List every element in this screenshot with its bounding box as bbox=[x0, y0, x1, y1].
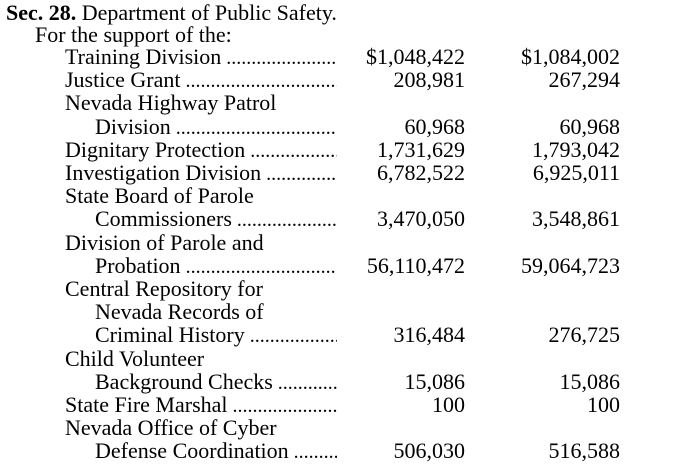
table-row bbox=[0, 277, 694, 301]
row-label: Background Checks ..... bbox=[95, 370, 337, 395]
row-label: Central Repository for bbox=[65, 277, 263, 301]
row-label: Investigation Division ..... bbox=[65, 161, 337, 186]
row-label: State Fire Marshal ..... bbox=[65, 393, 337, 418]
row-label: Training Division ..... bbox=[65, 45, 337, 70]
row-label: Division ..... bbox=[95, 115, 337, 140]
row-label: Division of Parole and bbox=[65, 230, 264, 255]
row-value-first-year: 316,484 bbox=[393, 322, 465, 348]
section-title: Department of Public Safety. bbox=[81, 0, 337, 25]
row-value-first-year: $1,048,422 bbox=[366, 44, 465, 69]
row-label: Criminal History ..... bbox=[95, 323, 337, 348]
table-row bbox=[0, 138, 694, 162]
row-value-first-year: 6,782,522 bbox=[377, 160, 465, 185]
row-value-second-year: $1,084,002 bbox=[521, 44, 620, 69]
row-value-first-year: 506,030 bbox=[393, 438, 465, 464]
row-value-second-year: 6,925,011 bbox=[532, 160, 620, 185]
table-row bbox=[0, 347, 694, 371]
table-row bbox=[0, 370, 694, 394]
row-value-second-year: 3,548,861 bbox=[532, 206, 620, 232]
row-value-second-year: 100 bbox=[587, 392, 620, 417]
row-label: Probation ..... bbox=[95, 254, 337, 279]
table-row bbox=[0, 184, 694, 208]
row-label: Justice Grant ..... bbox=[65, 68, 337, 93]
row-value-second-year: 15,086 bbox=[559, 368, 620, 394]
row-label: Dignitary Protection ..... bbox=[65, 138, 337, 163]
table-row bbox=[0, 207, 694, 231]
row-value-second-year: 59,064,723 bbox=[521, 252, 620, 278]
table-row bbox=[0, 115, 694, 139]
row-value-second-year: 516,588 bbox=[548, 438, 620, 464]
row-value-second-year: 267,294 bbox=[548, 67, 620, 93]
row-value-first-year: 60,968 bbox=[404, 113, 465, 139]
row-value-second-year: 1,793,042 bbox=[532, 136, 620, 162]
row-label: Commissioners ..... bbox=[95, 207, 337, 232]
table-row bbox=[0, 300, 694, 324]
table-row bbox=[0, 45, 694, 69]
row-value-first-year: 15,086 bbox=[404, 368, 465, 394]
row-value-second-year: 276,725 bbox=[548, 322, 620, 348]
table-row bbox=[0, 416, 694, 440]
row-label: Nevada Office of Cyber bbox=[65, 416, 277, 441]
row-value-second-year: 60,968 bbox=[559, 113, 620, 139]
row-label: State Board of Parole bbox=[65, 184, 254, 209]
table-row bbox=[0, 231, 694, 255]
row-label: Child Volunteer bbox=[65, 346, 205, 371]
row-value-first-year: 208,981 bbox=[393, 67, 465, 93]
support-text: For the support of the: bbox=[35, 22, 232, 47]
row-label: Defense Coordination ..... bbox=[95, 439, 337, 464]
row-value-first-year: 1,731,629 bbox=[377, 136, 465, 162]
table-row bbox=[0, 91, 694, 115]
row-value-first-year: 56,110,472 bbox=[366, 252, 465, 278]
table-row bbox=[0, 161, 694, 185]
row-label: Nevada Records of bbox=[95, 300, 264, 325]
table-row bbox=[0, 393, 694, 417]
row-value-first-year: 100 bbox=[432, 392, 465, 417]
table-row bbox=[0, 439, 694, 463]
section-number: Sec. 28. bbox=[6, 0, 77, 25]
table-row bbox=[0, 254, 694, 278]
row-label: Nevada Highway Patrol bbox=[65, 91, 277, 116]
row-value-first-year: 3,470,050 bbox=[377, 206, 465, 232]
table-row bbox=[0, 323, 694, 347]
table-row bbox=[0, 68, 694, 92]
